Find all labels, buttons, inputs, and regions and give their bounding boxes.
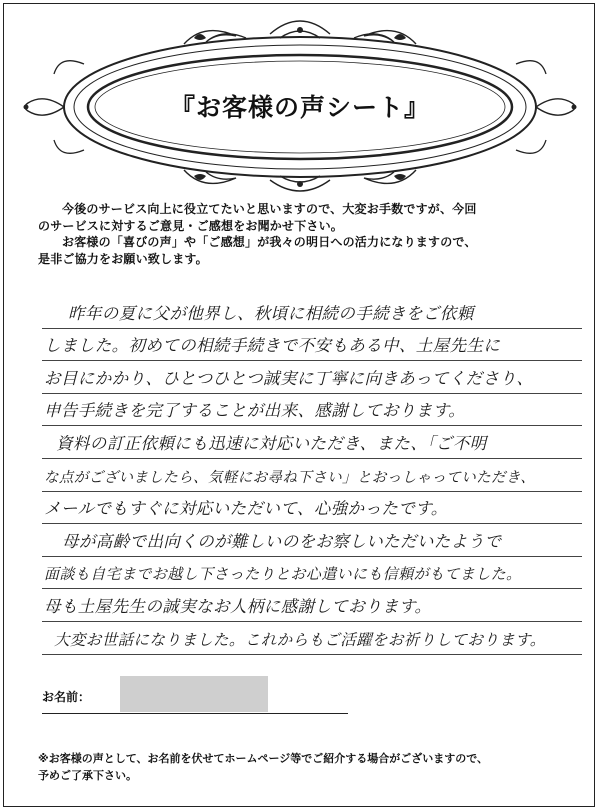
comment-line [42,492,582,525]
intro-text [38,201,578,267]
comment-line [42,524,582,557]
intro-line: 今後のサービス向上に役立てたいと思いますので、大変お手数ですが、今回 [62,202,477,216]
handwritten-text: な点がございましたら、気軽にお尋ね下さい」とおっしゃっていただき、 [44,469,536,486]
comment-line [42,394,582,427]
handwritten-text: 資料の訂正依頼にも迅速に対応いただき、また、「ご不明 [56,433,487,453]
name-label: お名前： [42,690,91,704]
handwritten-text: 昨年の夏に父が他界し、秋頃に相続の手続きをご依頼 [68,303,474,323]
handwritten-text: メールでもすぐに対応いただいて、心強かったです。 [44,499,448,519]
redacted-name-box [120,676,268,712]
handwritten-text: 母が高齢で出向くのが難しいのをお察しいただいたようで [62,531,502,551]
sheet-title: 『お客様の声シート』 [169,93,430,122]
handwritten-text: 大変お世話になりました。これからもご活躍をお祈りしております。 [54,630,546,649]
feedback-sheet [3,3,595,807]
footnote [38,750,578,784]
name-underline [42,713,348,714]
handwritten-text: 母も土屋先生の誠実なお人柄に感謝しております。 [44,596,432,616]
comment-line [42,557,582,590]
comment-line [42,589,582,622]
comment-line [42,459,582,492]
handwritten-text: 申告手続きを完了することが出来、感謝しております。 [44,401,466,421]
comment-area [42,296,582,655]
intro-line: のサービスに対するご意見・ご感想をお聞かせ下さい。 [38,218,344,233]
comment-line [42,622,582,655]
comment-line [42,361,582,394]
handwritten-text: お目にかかり、ひとつひとつ誠実に丁寧に向きあってくださり、 [44,368,534,388]
intro-line: お客様の「喜びの声」や「ご感想」が我々の明日への活力になりますので、 [62,235,477,249]
footnote-line: 予めご了承下さい。 [38,769,137,782]
comment-line [42,426,582,459]
handwritten-text: 面談も自宅までお越し下さったりとお心遣いにも信頼がもてました。 [44,565,522,584]
handwritten-text: しました。初めての相続手続きで不安もある中、土屋先生に [44,336,501,356]
comment-line [42,296,582,329]
footnote-line: ※お客様の声として、お名前を伏せてホームページ等でご紹介する場合がございますので、 [38,752,489,765]
comment-line [42,329,582,362]
intro-line: 是非ご協力をお願い致します。 [38,251,208,266]
